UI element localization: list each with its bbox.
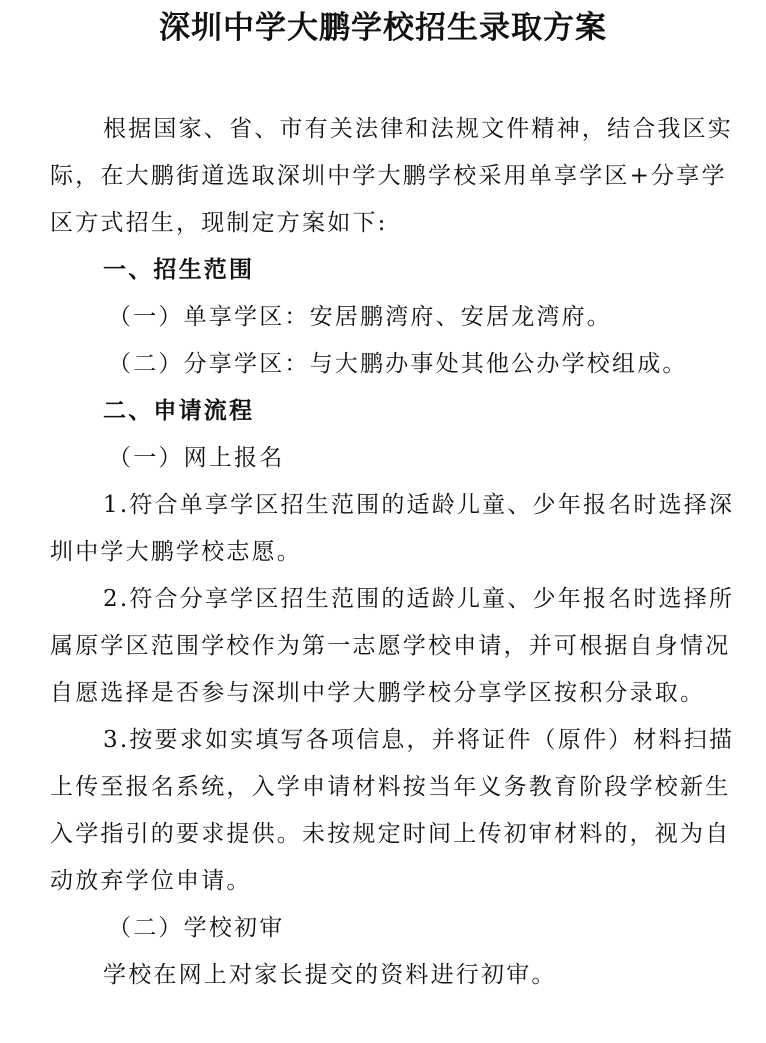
paragraph-item-2: 2.符合分享学区招生范围的适龄儿童、少年报名时选择所属原学区范围学校作为第一志愿学校申请，并可根据自身情况自愿选择是否参与深圳中学大鹏学校分享学区按积分录取。 bbox=[50, 586, 735, 706]
intro-paragraph: 根据国家、省、市有关法律和法规文件精神，结合我区实际，在大鹏街道选取深圳中学大鹏学校采用单享学区+分享学区方式招生，现制定方案如下: bbox=[50, 116, 733, 236]
section-heading-application-process: 二、申请流程 bbox=[103, 398, 255, 424]
document-body bbox=[50, 106, 750, 999]
section-heading-enrollment-scope: 一、招生范围 bbox=[103, 257, 255, 283]
paragraph-item-3: 3.按要求如实填写各项信息，并将证件（原件）材料扫描上传至报名系统，入学申请材料按当年义务教育阶段学校新生入学指引的要求提供。未按规定时间上传初审材料的，视为自动放弃学位申请。 bbox=[50, 727, 735, 894]
document-title: 深圳中学大鹏学校招生录取方案 bbox=[159, 10, 607, 46]
subsection-exclusive-district: （一）单享学区：安居鹏湾府、安居龙湾府。 bbox=[108, 304, 612, 330]
subsection-school-review: （二）学校初审 bbox=[108, 915, 285, 941]
paragraph-school-review: 学校在网上对家长提交的资料进行初审。 bbox=[103, 962, 557, 988]
paragraph-item-1: 1.符合单享学区招生范围的适龄儿童、少年报名时选择深圳中学大鹏学校志愿。 bbox=[50, 492, 735, 565]
subsection-online-registration: （一）网上报名 bbox=[108, 445, 285, 471]
subsection-shared-district: （二）分享学区：与大鹏办事处其他公办学校组成。 bbox=[108, 351, 688, 377]
